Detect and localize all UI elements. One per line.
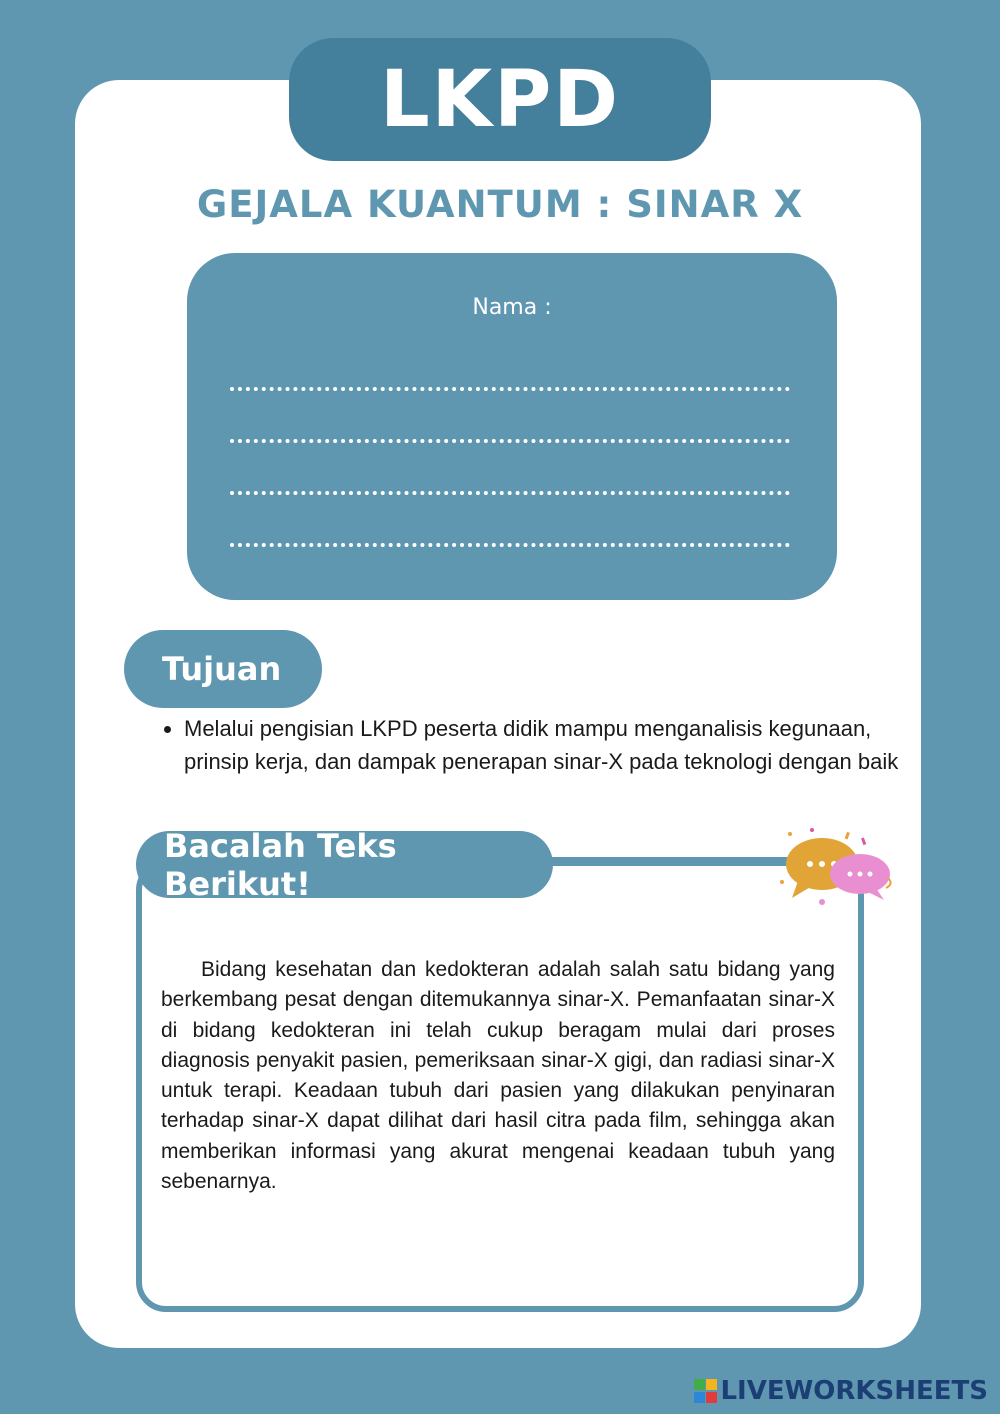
chat-bubbles-icon [772,826,897,911]
name-input-line[interactable] [230,439,790,443]
reading-heading: Bacalah Teks Berikut! [136,831,553,898]
reading-body: Bidang kesehatan dan kedokteran adalah salah satu bidang yang berkembang pesat dengan ditemukannya sinar-X. Pemanfaatan sinar-X di bidang kedokteran ini telah cukup beragam mulai dari proses diagnosis penyakit pasien, pemeriksaan sinar-X gigi, dan radiasi sinar-X untuk terapi. Keadaan tubuh dari pasien yang dilakukan penyinaran terhadap sinar-X dapat dilihat dari hasil citra pada film, sehingga akan memberikan informasi yang akurat mengenai keadaan tubuh yang sebenarnya. [161,958,835,1194]
name-box [187,253,837,600]
tujuan-item: • Melalui pengisian LKPD peserta didik mampu menganalisis kegunaan, prinsip kerja, dan dampak penerapan sinar-X pada teknologi dengan baik [184,712,914,778]
title-tab [289,38,711,161]
tujuan-heading: Tujuan [124,630,322,708]
name-input-line[interactable] [230,491,790,495]
page-title: LKPD [379,54,621,145]
reading-divider-line [540,857,790,863]
liveworksheets-mark-icon [694,1379,716,1403]
name-input-line[interactable] [230,543,790,547]
liveworksheets-logo[interactable] [694,1376,988,1406]
page-subtitle: GEJALA KUANTUM : SINAR X [196,183,804,226]
footer-brand: LIVEWORKSHEETS [720,1376,988,1406]
tujuan-list [160,712,914,778]
name-label: Nama : [472,295,552,320]
name-input-line[interactable] [230,387,790,391]
